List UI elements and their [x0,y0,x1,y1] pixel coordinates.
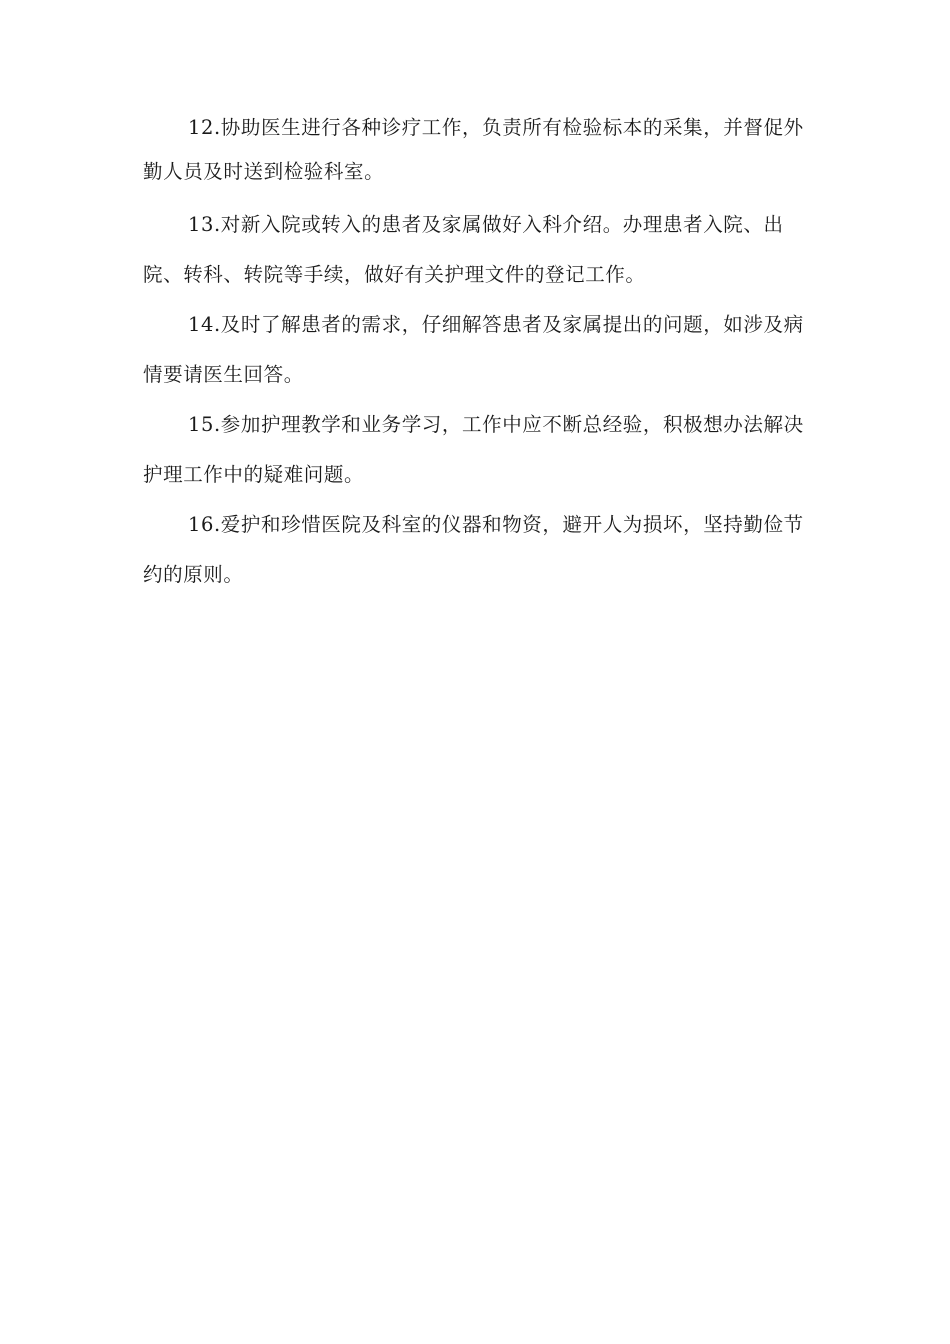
paragraph-item-14: 14.及时了解患者的需求，仔细解答患者及家属提出的问题，如涉及病情要请医生回答。 [143,313,804,386]
paragraph-item-12: 12.协助医生进行各种诊疗工作，负责所有检验标本的采集，并督促外勤人员及时送到检验科室。 [143,116,804,183]
document-body [143,106,819,600]
paragraph-item-16: 16.爱护和珍惜医院及科室的仪器和物资，避开人为损坏，坚持勤俭节约的原则。 [143,513,804,586]
paragraph-item-15: 15.参加护理教学和业务学习，工作中应不断总经验，积极想办法解决护理工作中的疑难问题。 [143,413,804,486]
paragraph-item-13: 13.对新入院或转入的患者及家属做好入科介绍。办理患者入院、出院、转科、转院等手续，做好有关护理文件的登记工作。 [143,213,784,286]
